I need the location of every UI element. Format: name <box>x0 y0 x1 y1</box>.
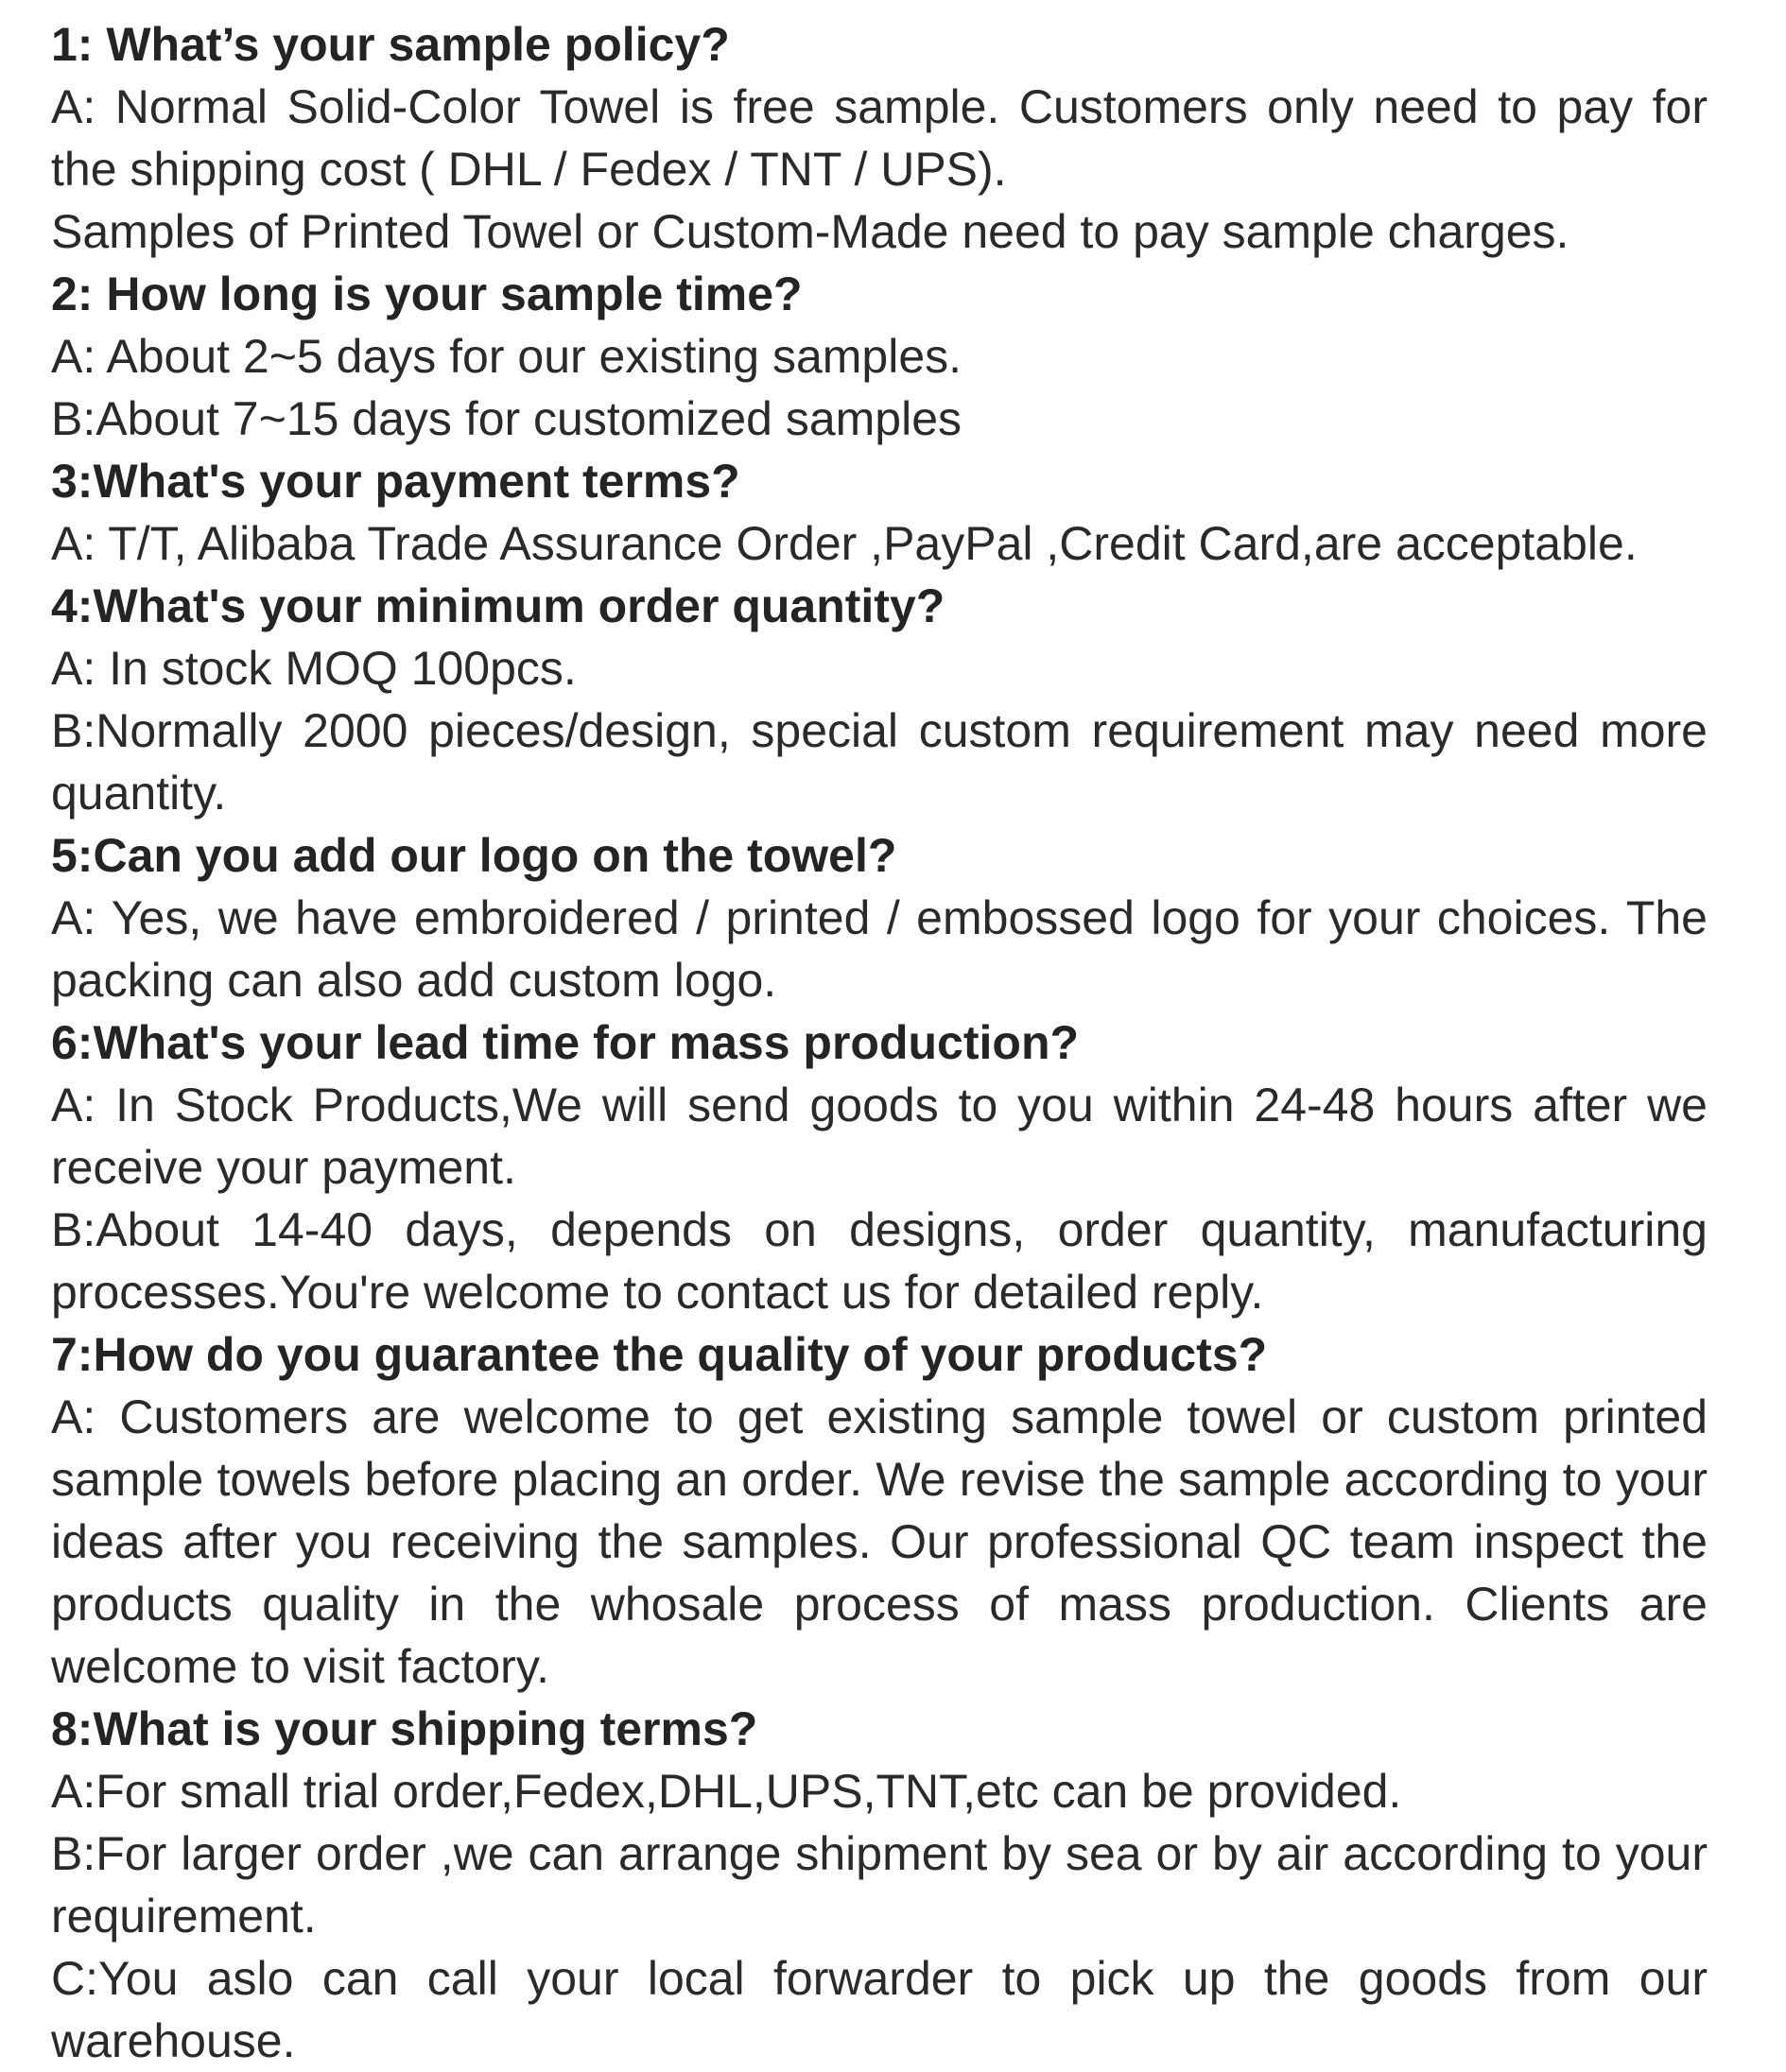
faq-question-6: 6:What's your lead time for mass production? <box>51 1016 1080 1069</box>
faq-answer-7a: A: Customers are welcome to get existing sample towel or custom printed sample towels before placing an order. We revise the sample according to your ideas after you receiving the samples. Our professional QC team inspect the products quality in the whosale process of mass production. Clients are welcome to visit factory. <box>51 1390 1708 1693</box>
faq-answer-1b: Samples of Printed Towel or Custom-Made need to pay sample charges. <box>51 205 1569 258</box>
faq-answer-4a: A: In stock MOQ 100pcs. <box>51 642 577 695</box>
faq-answer-6a: A: In Stock Products,We will send goods to you within 24-48 hours after we receive your payment. <box>51 1079 1708 1194</box>
faq-answer-6b: B:About 14-40 days, depends on designs, order quantity, manufacturing processes.You're welcome to contact us for detailed reply. <box>51 1203 1708 1319</box>
faq-document <box>51 13 1708 2072</box>
faq-answer-3a: A: T/T, Alibaba Trade Assurance Order ,PayPal ,Credit Card,are acceptable. <box>51 517 1638 570</box>
faq-answer-5a: A: Yes, we have embroidered / printed / embossed logo for your choices. The packing can also add custom logo. <box>51 891 1708 1007</box>
faq-answer-4b: B:Normally 2000 pieces/design, special custom requirement may need more quantity. <box>51 704 1708 820</box>
faq-question-4: 4:What's your minimum order quantity? <box>51 579 945 632</box>
faq-question-2: 2: How long is your sample time? <box>51 268 803 320</box>
faq-answer-2b: B:About 7~15 days for customized samples <box>51 392 962 445</box>
faq-answer-8b: B:For larger order ,we can arrange shipment by sea or by air according to your requirement. <box>51 1827 1708 1942</box>
faq-answer-8a: A:For small trial order,Fedex,DHL,UPS,TNT,etc can be provided. <box>51 1765 1402 1818</box>
faq-answer-8c: C:You aslo can call your local forwarder to pick up the goods from our warehouse. <box>51 1952 1708 2067</box>
faq-answer-1a: A: Normal Solid-Color Towel is free sample. Customers only need to pay for the shipping cost ( DHL / Fedex / TNT / UPS). <box>51 80 1708 196</box>
faq-question-5: 5:Can you add our logo on the towel? <box>51 829 897 882</box>
faq-question-1: 1: What’s your sample policy? <box>51 18 730 71</box>
faq-question-8: 8:What is your shipping terms? <box>51 1702 758 1755</box>
faq-question-7: 7:How do you guarantee the quality of your products? <box>51 1328 1268 1381</box>
faq-question-3: 3:What's your payment terms? <box>51 455 740 508</box>
faq-answer-2a: A: About 2~5 days for our existing samples. <box>51 330 962 383</box>
